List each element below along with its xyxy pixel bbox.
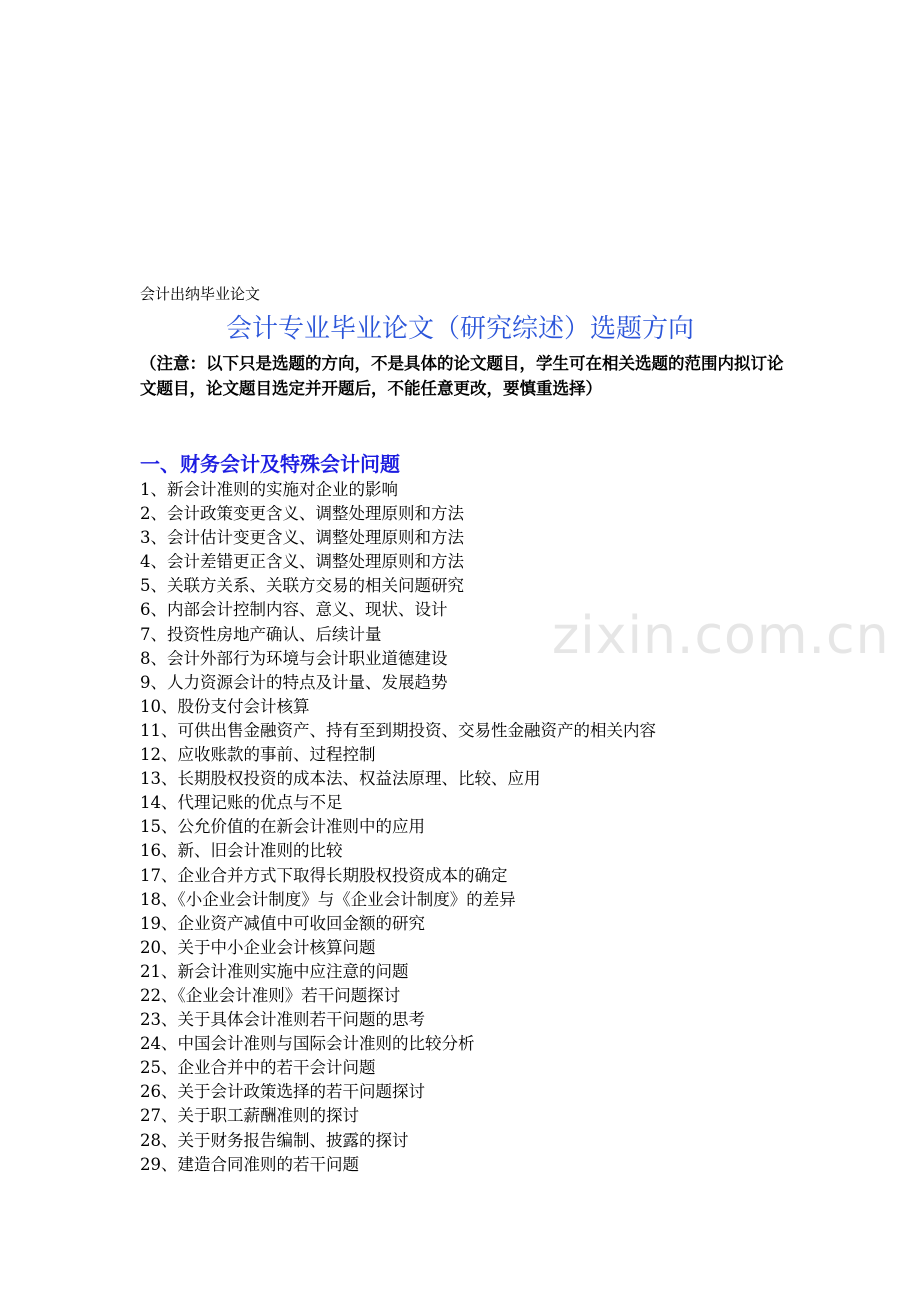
topic-item: 5、关联方关系、关联方交易的相关问题研究 [140,576,464,596]
topic-item: 23、关于具体会计准则若干问题的思考 [140,1010,425,1030]
topic-item: 27、关于职工薪酬准则的探讨 [140,1106,359,1126]
topic-item: 14、代理记账的优点与不足 [140,793,343,813]
topic-item: 8、会计外部行为环境与会计职业道德建设 [140,648,448,668]
topic-item: 10、股份支付会计核算 [140,696,310,716]
watermark: zixin.com.cn [552,606,890,666]
topic-item: 1、新会计准则的实施对企业的影响 [140,480,398,499]
topic-item: 11、可供出售金融资产、持有至到期投资、交易性金融资产的相关内容 [140,720,656,740]
topic-item: 15、公允价值的在新会计准则中的应用 [140,817,425,837]
topic-item: 25、企业合并中的若干会计问题 [140,1058,376,1078]
topic-item: 7、投资性房地产确认、后续计量 [140,624,382,644]
topic-item: 4、会计差错更正含义、调整处理原则和方法 [140,552,464,572]
topic-item: 9、人力资源会计的特点及计量、发展趋势 [140,672,448,692]
topic-item: 12、应收账款的事前、过程控制 [140,745,376,765]
topic-item: 2、会计政策变更含义、调整处理原则和方法 [140,504,464,524]
section-heading: 一、财务会计及特殊会计问题 [140,452,400,476]
topic-item: 16、新、旧会计准则的比较 [140,841,343,861]
topic-item: 20、关于中小企业会计核算问题 [140,937,376,957]
document-note: （注意：以下只是选题的方向，不是具体的论文题目，学生可在相关选题的范围内拟订论文题目，论文题目选定并开题后，不能任意更改，要慎重选择） [140,354,784,398]
topic-item: 13、长期股权投资的成本法、权益法原理、比较、应用 [140,769,541,789]
topic-item: 6、内部会计控制内容、意义、现状、设计 [140,600,448,620]
topic-item: 22、《企业会计准则》若干问题探讨 [140,985,401,1005]
topic-item: 21、新会计准则实施中应注意的问题 [140,961,409,981]
topic-item: 18、《小企业会计制度》与《企业会计制度》的差异 [140,889,516,909]
topic-item: 24、中国会计准则与国际会计准则的比较分析 [140,1034,475,1054]
topic-item: 28、关于财务报告编制、披露的探讨 [140,1130,409,1150]
document-label: 会计出纳毕业论文 [140,285,261,303]
topic-item: 29、建造合同准则的若干问题 [140,1154,359,1174]
topic-item: 19、企业资产减值中可收回金额的研究 [140,913,425,933]
topic-list [140,478,656,1177]
document-title: 会计专业毕业论文（研究综述）选题方向 [225,314,694,344]
topic-item: 26、关于会计政策选择的若干问题探讨 [140,1082,425,1102]
topic-item: 17、企业合并方式下取得长期股权投资成本的确定 [140,865,508,885]
topic-item: 3、会计估计变更含义、调整处理原则和方法 [140,528,464,548]
